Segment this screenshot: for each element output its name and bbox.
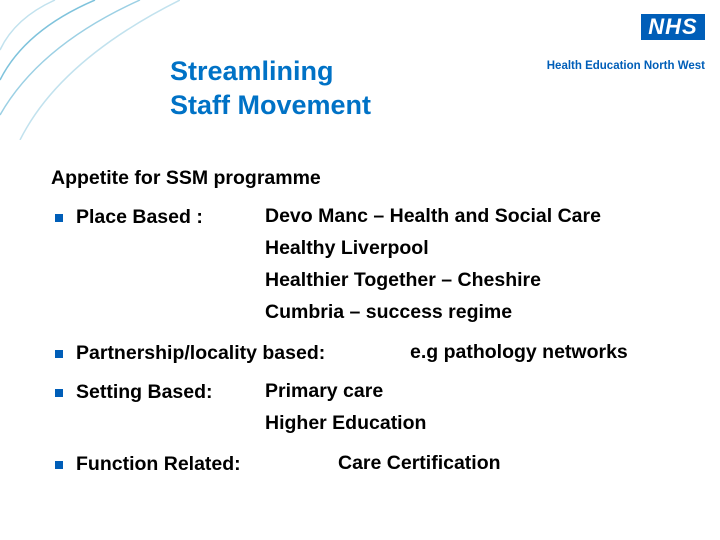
bullet-values <box>265 375 426 439</box>
bullet-values <box>265 200 601 328</box>
title-line-2: Staff Movement <box>170 90 372 120</box>
square-bullet-icon <box>55 389 63 397</box>
bullet-value: Healthy Liverpool <box>265 237 429 259</box>
bullet-value: Cumbria – success regime <box>265 301 513 323</box>
bullet-value: Devo Manc – Health and Social Care <box>265 205 601 227</box>
bullet-label: Function Related: <box>76 453 241 475</box>
bullet-label: Setting Based: <box>76 381 213 403</box>
bullet-values <box>338 447 501 479</box>
bullet-value: Primary care <box>265 380 384 402</box>
organization-name: Health Education North West <box>546 60 705 72</box>
nhs-logo: NHS <box>641 14 705 40</box>
bullet-label: Place Based : <box>76 206 203 228</box>
bullet-label: Partnership/locality based: <box>76 342 326 364</box>
title-line-1: Streamlining <box>170 56 334 86</box>
bullet-values <box>410 336 628 368</box>
section-heading: Appetite for SSM programme <box>51 167 321 189</box>
bullet-value: e.g pathology networks <box>410 341 628 363</box>
decorative-swoosh <box>0 0 180 140</box>
slide-title <box>170 54 371 122</box>
square-bullet-icon <box>55 461 63 469</box>
square-bullet-icon <box>55 350 63 358</box>
square-bullet-icon <box>55 214 63 222</box>
bullet-value: Higher Education <box>265 412 427 434</box>
bullet-value: Care Certification <box>338 452 501 474</box>
bullet-value: Healthier Together – Cheshire <box>265 269 541 291</box>
